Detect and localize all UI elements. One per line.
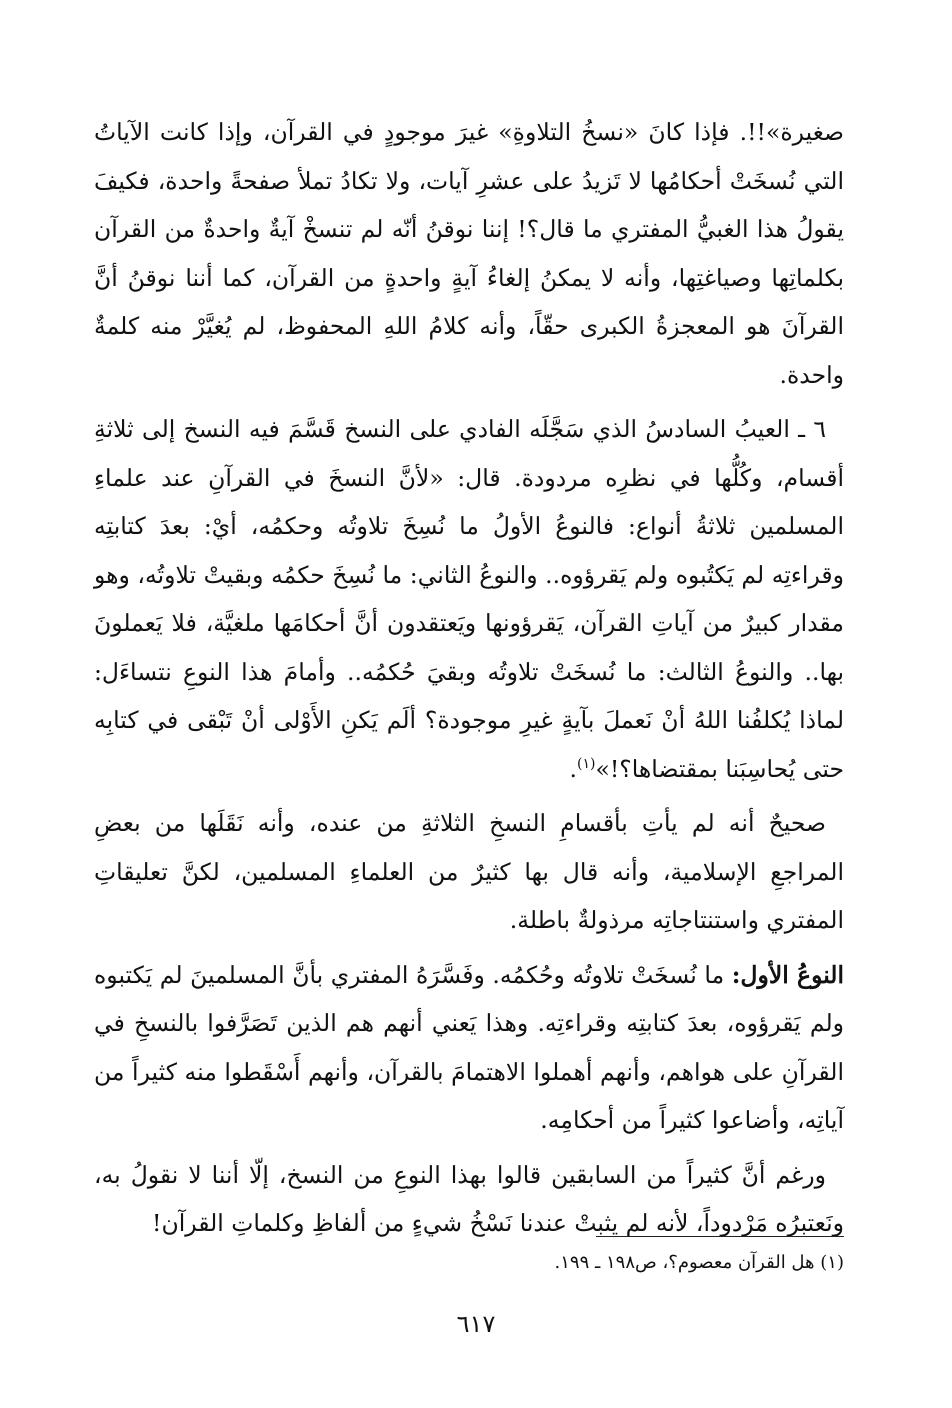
paragraph-4-text: ما نُسخَتْ تلاوتُه وحُكمُه. وفَسَّرَهُ المفتري بأنَّ المسلمينَ لم يَكتبوه ولم يَقرؤوه، بعدَ كتابتِه وقراءتِه. وهذا يَعني أنهم هم الذين تَصَرَّفوا بالنسخِ في القرآنِ على هواهم، وأنهم أهملوا الاهتمامَ بالقرآن، وأنهم أَسْقَطوا منه كثيراً من آياتِه، وأضاعوا كثيراً من أحكامِه. [94, 960, 844, 1134]
paragraph-5: ورغم أنَّ كثيراً من السابقين قالوا بهذا النوعِ من النسخ، إلّا أننا لا نقولُ به، ونَعتبرُه مَرْدوداً، لأنه لم يثبتْ عندنا نَسْخُ شيءٍ من ألفاظِ وكلماتِ القرآن! [94, 1160, 844, 1237]
paragraph-1: صغيرة»!!. فإذا كانَ «نسخُ التلاوةِ» غيرَ موجودٍ في القرآن، وإذا كانت الآياتُ التي نُسخَتْ أحكامُها لا تَزيدُ على عشرِ آيات، ولا تكادُ تملأ صفحةً واحدة، فكيفَ يقولُ هذا الغبيُّ المفتري ما قال؟! إننا نوقنُ أنّه لم تنسخْ آيةٌ واحدةٌ من القرآن بكلماتِها وصياغتِها، وأنه لا يمكنُ إلغاءُ آيةٍ واحدةٍ من القرآن، كما أننا نوقنُ أنَّ القرآنَ هو المعجزةُ الكبرى حقّاً، وأنه كلامُ اللهِ المحفوظ، لم يُغيَّرْ منه كلمةٌ واحدة. [94, 118, 844, 389]
page-number: ٦١٧ [456, 1310, 496, 1338]
footnote: (١) هل القرآن معصوم؟، ص١٩٨ ـ ١٩٩. [554, 1252, 844, 1273]
page-body [94, 108, 844, 1254]
footnote-divider [596, 1236, 844, 1237]
paragraph-2-end: . [569, 754, 577, 783]
paragraph-3: صحيحٌ أنه لم يأتِ بأقسامِ النسخِ الثلاثةِ من عنده، وأنه نَقَلَها من بعضِ المراجعِ الإسلامية، وأنه قال بها كثيرٌ من العلماءِ المسلمين، لكنَّ تعليقاتِ المفتري واستنتاجاتِه مرذولةٌ باطلة. [94, 809, 844, 934]
paragraph-2 [94, 405, 844, 793]
footnote-reference[interactable]: (١) [576, 755, 596, 772]
paragraph-2-text: ٦ ـ العيبُ السادسُ الذي سَجَّلَه الفادي على النسخ قَسَّمَ فيه النسخ إلى ثلاثةِ أقسام، وكُلُّها في نظرِه مردودة. قال: «لأنَّ النسخَ في القرآنِ عند علماءِ المسلمين ثلاثةُ أنواع: فالنوعُ الأولُ ما نُسِخَ تلاوتُه وحكمُه، أيْ: بعدَ كتابتِه وقراءتِه لم يَكتُبوه ولم يَقرؤوه.. والنوعُ الثاني: ما نُسِخَ حكمُه وبقيتْ تلاوتُه، وهو مقدار كبيرٌ من آياتِ القرآن، يَقرؤونها ويَعتقدون أنَّ أحكامَها ملغيَّة، فلا يَعملونَ بها.. والنوعُ الثالث: ما نُسخَتْ تلاوتُه وبقيَ حُكمُه.. وأمامَ هذا النوعِ نتساءَل: لماذا يُكلفُنا اللهُ أنْ نَعملَ بآيةٍ غيرِ موجودة؟ ألَم يَكنِ الأَوْلى أنْ تَبْقى في كتابِه حتى يُحاسِبَنا بمقتضاها؟!» [94, 415, 844, 783]
paragraph-4 [94, 951, 844, 1145]
section-heading-first-type: النوعُ الأول: [731, 960, 844, 989]
